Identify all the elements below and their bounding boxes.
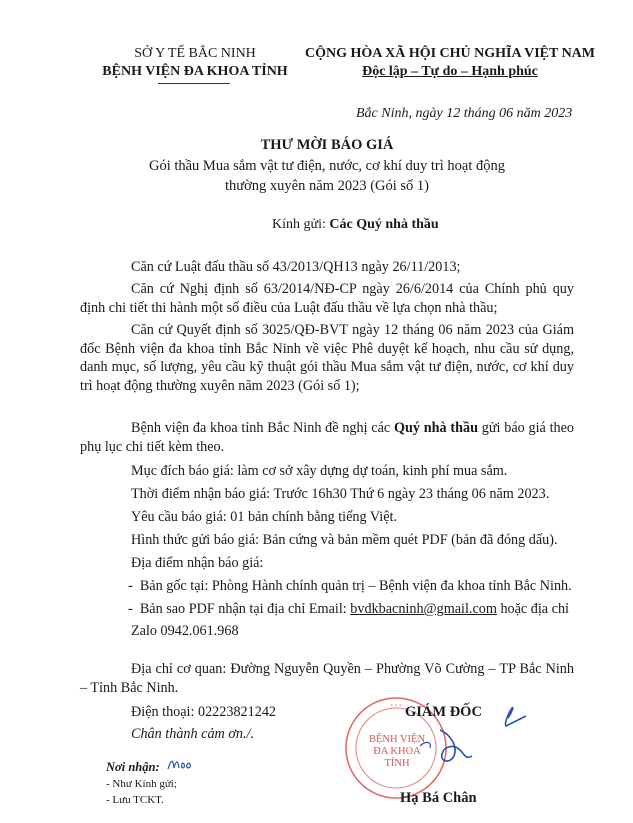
request-paragraph xyxy=(80,419,574,457)
recipient-item-1: - Như Kính gửi; xyxy=(106,778,177,790)
recipient-prefix: Kính gửi: xyxy=(272,217,330,232)
signer-name: Hạ Bá Chân xyxy=(400,790,477,806)
requirement-line: Yêu cầu báo giá: 01 bản chính bằng tiếng Việt. xyxy=(131,509,398,525)
request-text-after: gửi báo giá theo phụ lục chi tiết kèm theo. xyxy=(80,420,574,455)
request-text-before: Bệnh viện đa khoa tỉnh Bắc Ninh đề nghị các xyxy=(131,420,394,436)
legal-basis-2: Căn cứ Nghị định số 63/2014/NĐ-CP ngày 26/6/2014 của Chính phủ quy định chi tiết thi hành một số điều của Luật đấu thầu về lựa chọn nhà thầu; xyxy=(80,281,574,316)
legal-basis-1: Căn cứ Luật đấu thầu số 43/2013/QH13 ngày 26/11/2013; xyxy=(131,259,461,275)
initials-mark xyxy=(166,757,196,773)
header-left-divider xyxy=(158,83,230,84)
stamp-line-3: TỈNH xyxy=(384,758,410,769)
country-name: CỘNG HÒA XÃ HỘI CHỦ NGHĨA VIỆT NAM xyxy=(304,46,595,61)
motto-text: Độc lập – Tự do – Hạnh phúc xyxy=(362,64,538,79)
purpose-line: Mục đích báo giá: làm cơ sở xây dựng dự toán, kinh phí mua sắm. xyxy=(131,463,508,479)
method-line: Hình thức gửi báo giá: Bản cứng và bản mềm quét PDF (bản đã đóng dấu). xyxy=(131,532,558,548)
phone-line: Điện thoại: 02223821242 xyxy=(131,704,277,720)
recipient-line xyxy=(272,217,439,233)
bullet-pdf-text: Bản sao PDF nhận tại địa chỉ Email: xyxy=(139,601,351,617)
date-line: Bắc Ninh, ngày 12 tháng 06 năm 2023 xyxy=(356,106,573,121)
recipients-label: Nơi nhận: xyxy=(106,760,160,774)
recipient-item-2: - Lưu TCKT. xyxy=(106,794,164,806)
closing-line: Chân thành cảm ơn./. xyxy=(131,726,255,742)
recipient-name: Các Quý nhà thầu xyxy=(329,217,439,232)
hospital-name: BỆNH VIỆN ĐA KHOA TỈNH xyxy=(102,64,288,79)
stamp-line-2: ĐA KHOA xyxy=(373,746,421,757)
location-label: Địa điểm nhận báo giá: xyxy=(131,555,264,571)
stamp-line-1: BỆNH VIỆN xyxy=(368,734,426,745)
bullet-dash-2: - xyxy=(128,601,140,617)
bullet-dash-1: - xyxy=(128,578,140,594)
svg-text:* * *: * * * xyxy=(390,704,402,710)
legal-basis-3: Căn cứ Quyết định số 3025/QĐ-BVT ngày 12 tháng 06 năm 2023 của Giám đốc Bệnh viện đa khoa tỉnh Bắc Ninh về việc Phê duyệt kế hoạch, nhu cầu sử dụng, danh mục, số lượng, yêu cầu kỹ thuật gói thầu Mua sắm vật tư điện, nước, cơ khí duy trì hoạt động thường xuyên năm 2023 (Gói số 1); xyxy=(80,322,574,394)
motto xyxy=(300,64,600,80)
deadline-line: Thời điểm nhận báo giá: Trước 16h30 Thứ 6 ngày 23 tháng 06 năm 2023. xyxy=(131,486,550,502)
email-link[interactable]: bvdkbacninh@gmail.com xyxy=(350,601,497,617)
handwritten-signature xyxy=(380,690,540,790)
document-title: THƯ MỜI BÁO GIÁ xyxy=(260,137,394,153)
zalo-line: Zalo 0942.061.968 xyxy=(131,623,239,639)
request-bold: Quý nhà thầu xyxy=(393,420,478,436)
subtitle-line1: Gói thầu Mua sắm vật tư điện, nước, cơ khí duy trì hoạt động xyxy=(148,158,506,174)
address-paragraph: Địa chỉ cơ quan: Đường Nguyễn Quyền – Phường Võ Cường – TP Bắc Ninh – Tỉnh Bắc Ninh. xyxy=(80,661,574,696)
bullet-pdf xyxy=(128,601,569,618)
subtitle-line2: thường xuyên năm 2023 (Gói số 1) xyxy=(224,178,429,194)
bullet-original-text: Bản gốc tại: Phòng Hành chính quản trị – Bệnh viện đa khoa tỉnh Bắc Ninh. xyxy=(139,578,572,594)
agency-name: SỞ Y TẾ BẮC NINH xyxy=(134,46,256,61)
bullet-original xyxy=(128,578,572,595)
bullet-pdf-after: hoặc địa chỉ xyxy=(496,601,569,617)
signer-position: GIÁM ĐỐC xyxy=(405,704,482,720)
